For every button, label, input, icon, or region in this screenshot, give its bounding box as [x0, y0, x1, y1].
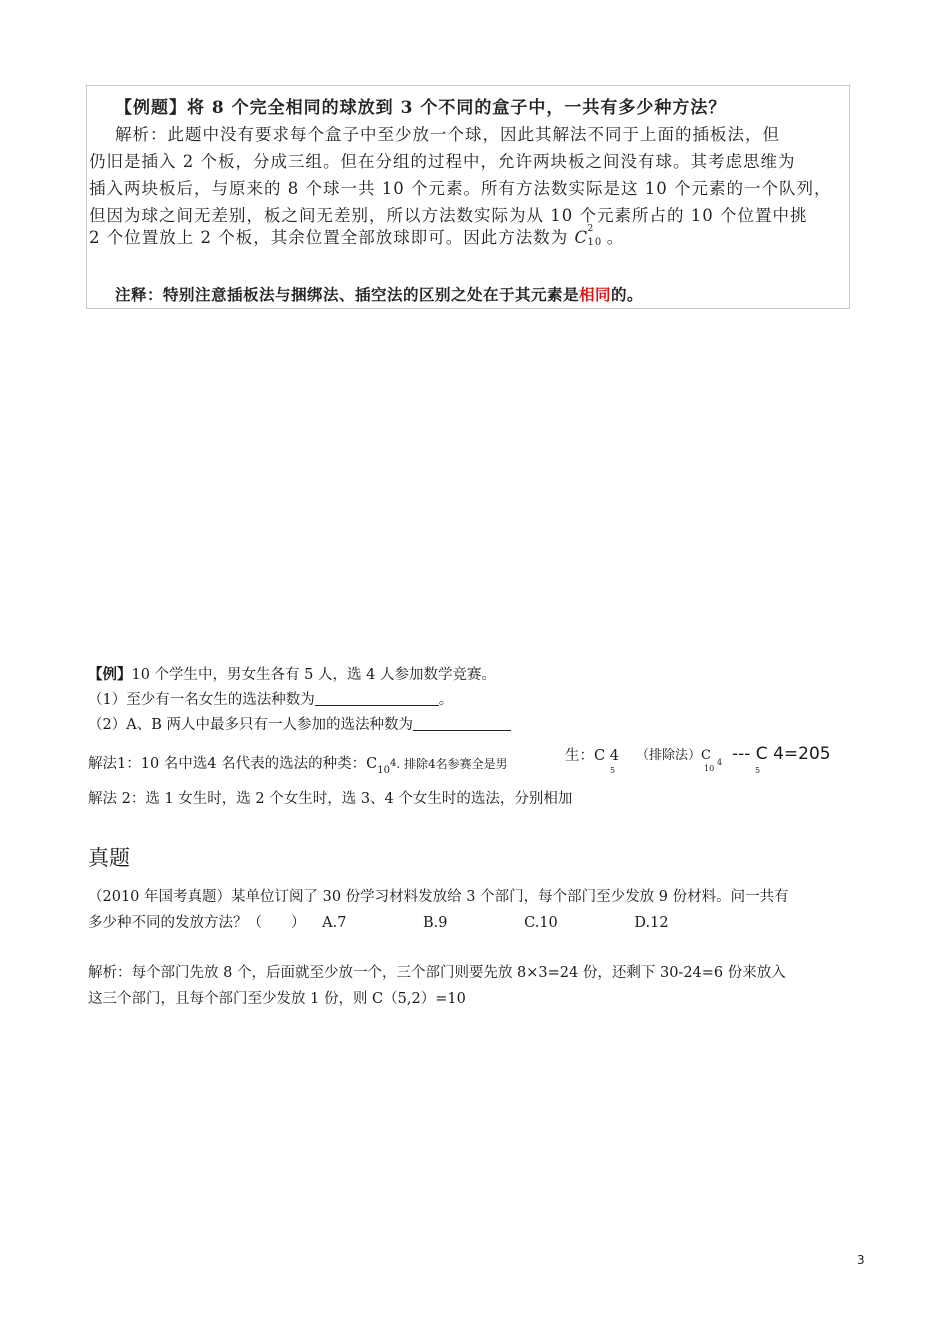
answer-blank-2 — [413, 716, 511, 731]
question-2-text: （2）A、B 两人中最多只有一人参加的选法种数为 — [88, 717, 413, 733]
note-end: 的。 — [611, 286, 644, 304]
note-text: 注释：特别注意插板法与捆绑法、插空法的区别之处在于其元素是 — [115, 286, 580, 304]
question-1 — [88, 688, 453, 709]
example-scan-box — [86, 85, 850, 309]
solution-2: 解法 2：选 1 女生时，选 2 个女生时，选 3、4 个女生时的选法，分别相加 — [88, 791, 573, 807]
exclusion-label: （排除法）C — [636, 748, 711, 763]
scan-line-1: 【例题】将 8 个完全相同的球放到 3 个不同的盒子中，一共有多少种方法？ — [115, 98, 727, 118]
answer-blank-1 — [315, 691, 439, 706]
scan-line-6 — [89, 224, 624, 248]
option-c: C.10 — [524, 915, 558, 931]
formula-sup-4b: 4 — [717, 758, 723, 767]
page-number: 3 — [857, 1253, 865, 1267]
sub-10: 10 — [377, 765, 390, 776]
question-1-text: （1）至少有一名女生的选法种数为 — [88, 692, 315, 708]
result-text: --- C 4=205 — [732, 744, 831, 764]
analysis-line-1: 解析：每个部门先放 8 个，后面就至少放一个，三个部门则要先放 8×3=24 份，还剩下 30-24=6 份来放入 — [88, 965, 786, 981]
note-highlight: 相同 — [579, 286, 612, 304]
formula-sub-5b: 5 — [755, 766, 761, 775]
question-1-end: 。 — [438, 692, 454, 708]
example-title — [88, 663, 496, 684]
comb-sub: 10 — [587, 237, 603, 248]
scan-line-6-text: 2 个位置放上 2 个板，其余位置全部放球即可。因此方法数为 — [89, 228, 569, 247]
solution-1-exclude: . 排除4名参赛全是男 — [396, 757, 508, 771]
scan-line-3: 仍旧是插入 2 个板，分成三组。但在分组的过程中，允许两块板之间没有球。其考虑思维为 — [89, 152, 796, 171]
option-a: A.7 — [322, 915, 347, 931]
question-2 — [88, 713, 511, 734]
exam-question: 多少种不同的发放方法？（ ） — [88, 915, 306, 931]
option-d: D.12 — [634, 915, 669, 931]
scan-line-4: 插入两块板后，与原来的 8 个球一共 10 个元素。所有方法数实际是这 10 个元素的一个队列， — [89, 179, 832, 198]
comb-letter: C — [574, 228, 589, 247]
scan-line-2: 解析：此题中没有要求每个盒子中至少放一个球，因此其解法不同于上面的插板法，但 — [115, 125, 780, 144]
solution-1-formula — [565, 744, 619, 765]
formula-c54: 生：C 4 — [565, 748, 619, 764]
analysis-line-2: 这三个部门，且每个部门至少发放 1 份，则 C（5,2）=10 — [88, 991, 466, 1007]
option-b: B.9 — [423, 915, 448, 931]
solution-1 — [88, 752, 508, 776]
section-heading: 真题 — [88, 846, 130, 870]
exam-line-1: （2010 年国考真题）某单位订阅了 30 份学习材料发放给 3 个部门，每个部门至少发放 9 份材料。问一共有 — [88, 889, 789, 905]
formula-result — [732, 744, 831, 764]
formula-exclusion — [636, 744, 711, 763]
formula-sub-5a: 5 — [610, 766, 616, 775]
combination-formula — [574, 224, 603, 248]
scan-line-5: 但因为球之间无差别，板之间无差别，所以方法数实际为从 10 个元素所占的 10 个位置中挑 — [89, 206, 808, 225]
example-statement: 10 个学生中，男女生各有 5 人，选 4 人参加数学竞赛。 — [131, 667, 496, 683]
sup-4: 4 — [389, 758, 397, 769]
formula-sub-10b: 10 — [704, 764, 715, 773]
example-tag: 【例】 — [88, 667, 132, 683]
solution-1-text: 解法1：10 名中选4 名代表的选法的种类：C — [88, 756, 378, 772]
comb-sup: 2 — [587, 224, 595, 234]
scan-note — [115, 283, 643, 305]
scan-line-6-end: 。 — [606, 228, 625, 247]
exam-line-2 — [88, 911, 669, 932]
